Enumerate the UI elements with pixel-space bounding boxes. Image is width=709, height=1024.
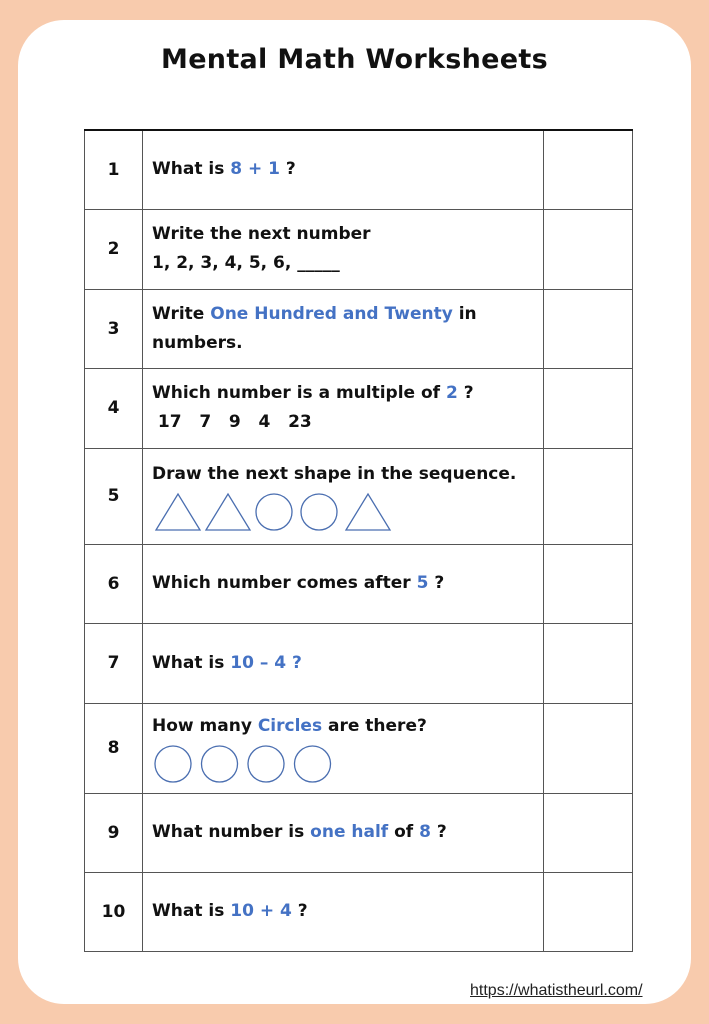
- question-line: [152, 379, 543, 408]
- question-number: 6: [85, 544, 143, 623]
- question-row: [85, 623, 633, 703]
- question-text: [143, 703, 544, 793]
- highlighted-term: 8: [419, 822, 431, 842]
- triangle-icon: [346, 494, 390, 530]
- question-fragment: How many: [152, 715, 258, 736]
- answer-box[interactable]: [544, 289, 633, 368]
- shape-sequence: [152, 743, 412, 785]
- question-text: [143, 289, 544, 368]
- highlighted-term: One Hundred and Twenty: [210, 303, 453, 324]
- question-line: [152, 569, 543, 598]
- circle-icon: [301, 494, 337, 530]
- triangle-icon: [206, 494, 250, 530]
- highlighted-term: 5: [416, 573, 429, 593]
- answer-box[interactable]: [544, 623, 633, 703]
- question-fragment: ?: [428, 573, 445, 593]
- highlighted-term: 10 – 4 ?: [230, 652, 302, 673]
- question-number: 2: [85, 209, 143, 289]
- question-number: 1: [85, 130, 143, 209]
- question-line: [152, 155, 543, 184]
- question-text: [143, 209, 544, 289]
- answer-box[interactable]: [544, 209, 633, 289]
- question-fragment: Which number is a multiple of: [152, 383, 446, 403]
- question-row: [85, 209, 633, 289]
- question-number: 8: [85, 703, 143, 793]
- highlighted-term: 10 + 4: [230, 901, 292, 921]
- question-text: [143, 623, 544, 703]
- question-text: [143, 130, 544, 209]
- circle-icon: [155, 746, 191, 782]
- answer-box[interactable]: [544, 703, 633, 793]
- question-text: [143, 793, 544, 872]
- question-fragment: What is: [152, 901, 231, 921]
- question-text: [143, 544, 544, 623]
- question-line: [152, 460, 543, 489]
- question-fragment: in numbers.: [152, 303, 483, 353]
- circle-icon: [256, 494, 292, 530]
- question-number: 5: [85, 448, 143, 544]
- question-fragment: ?: [291, 901, 308, 921]
- question-fragment: of: [388, 822, 420, 842]
- page-title: Mental Math Worksheets: [161, 44, 548, 75]
- answer-box[interactable]: [544, 544, 633, 623]
- question-text: [143, 368, 544, 448]
- highlighted-term: one half: [310, 822, 389, 842]
- answer-box[interactable]: [544, 793, 633, 872]
- question-line: [152, 220, 543, 249]
- question-number: 4: [85, 368, 143, 448]
- question-row: [85, 872, 633, 951]
- circle-icon: [202, 746, 238, 782]
- question-fragment: ?: [457, 383, 474, 403]
- question-row: [85, 793, 633, 872]
- question-line-2: 1, 2, 3, 4, 5, 6, _____: [152, 253, 340, 273]
- question-number: 3: [85, 289, 143, 368]
- question-line: [152, 300, 543, 358]
- highlighted-term: Circles: [257, 715, 323, 736]
- question-fragment: ?: [430, 822, 447, 842]
- question-row: [85, 703, 633, 793]
- question-fragment: Which number comes after: [152, 573, 417, 593]
- question-number: 10: [85, 872, 143, 951]
- question-line: [152, 818, 543, 847]
- circle-icon: [248, 746, 284, 782]
- question-line: [152, 649, 543, 678]
- question-row: [85, 368, 633, 448]
- question-row: [85, 289, 633, 368]
- highlighted-term: 8 + 1: [230, 159, 280, 180]
- question-fragment: What number is: [152, 822, 311, 842]
- answer-box[interactable]: [544, 368, 633, 448]
- question-fragment: Write the next number: [152, 224, 371, 244]
- question-line: [152, 897, 543, 926]
- answer-box[interactable]: [544, 448, 633, 544]
- question-fragment: ?: [280, 159, 296, 180]
- question-number: 7: [85, 623, 143, 703]
- footer-url-link[interactable]: https://whatistheurl.com/: [470, 982, 643, 999]
- highlighted-term: 2: [446, 383, 458, 403]
- question-row: [85, 544, 633, 623]
- answer-box[interactable]: [544, 130, 633, 209]
- shape-sequence: [152, 491, 412, 533]
- question-fragment: What is: [152, 159, 231, 180]
- triangle-icon: [156, 494, 200, 530]
- question-text: [143, 872, 544, 951]
- question-text: [143, 448, 544, 544]
- question-fragment: Draw the next shape in the sequence.: [152, 463, 517, 484]
- question-row: [85, 448, 633, 544]
- question-line: [152, 712, 543, 741]
- question-number: 9: [85, 793, 143, 872]
- circle-icon: [295, 746, 331, 782]
- question-fragment: are there?: [322, 715, 427, 736]
- question-fragment: Write: [152, 303, 211, 324]
- answer-box[interactable]: [544, 872, 633, 951]
- question-row: [85, 130, 633, 209]
- questions-table: [84, 129, 633, 952]
- question-line-2: 17 7 9 4 23: [152, 412, 312, 432]
- question-fragment: What is: [152, 652, 231, 673]
